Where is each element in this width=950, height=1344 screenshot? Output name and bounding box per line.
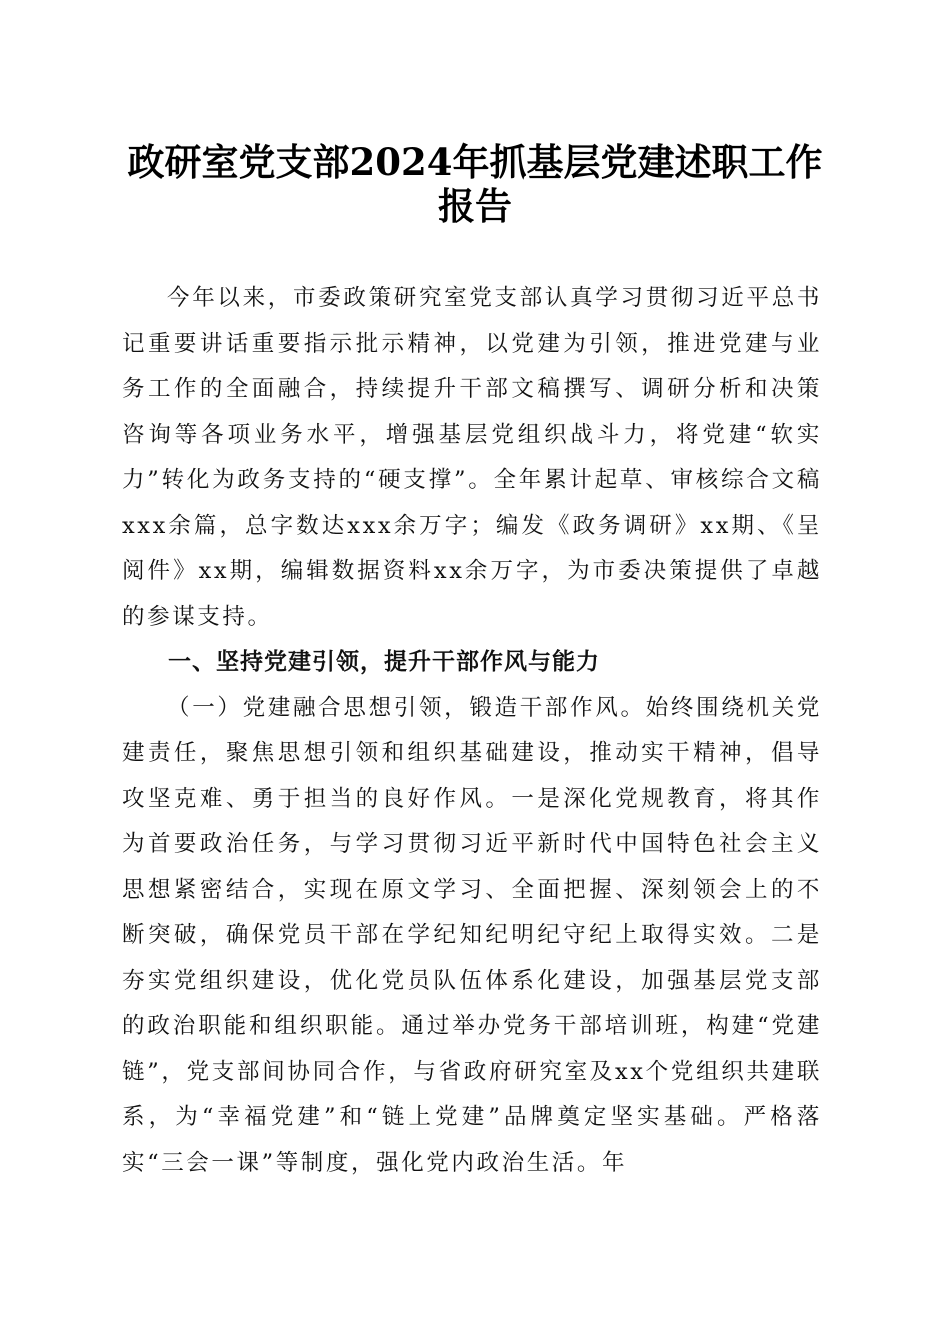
- subsection-paragraph-1: [122, 686, 822, 1187]
- document-body: [122, 276, 822, 1186]
- subsection-lead-1: （一）党建融合思想引领，锻造干部作风。: [167, 694, 646, 721]
- section-heading-1: 一、坚持党建引领，提升干部作风与能力: [168, 649, 600, 675]
- subsection-body-1: 始终围绕机关党建责任，聚焦思想引领和组织基础建设，推动实干精神，倡导攻坚克难、勇于担当的良好作风。一是深化党规教育，将其作为首要政治任务，与学习贯彻习近平新时代中国特色社会主义思想紧密结合，实现在原文学习、全面把握、深刻领会上的不断突破，确保党员干部在学纪知纪明纪守纪上取得实效。二是夯实党组织建设，优化党员队伍体系化建设，加强基层党支部的政治职能和组织职能。通过举办党务干部培训班，构建“党建链”，党支部间协同合作，与省政府研究室及xx个党组织共建联系，为“幸福党建”和“链上党建”品牌奠定坚实基础。严格落实“三会一课”等制度，强化党内政治生活。年: [122, 694, 822, 1176]
- document-title: 政研室党支部2024年抓基层党建述职工作报告: [127, 140, 823, 228]
- intro-paragraph: 今年以来，市委政策研究室党支部认真学习贯彻习近平总书记重要讲话重要指示批示精神，以党建为引领，推进党建与业务工作的全面融合，持续提升干部文稿撰写、调研分析和决策咨询等各项业务水平，增强基层党组织战斗力，将党建“软实力”转化为政务支持的“硬支撑”。全年累计起草、审核综合文稿xxx余篇，总字数达xxx余万字；编发《政务调研》xx期、《呈阅件》xx期，编辑数据资料xx余万字，为市委决策提供了卓越的参谋支持。: [122, 285, 822, 630]
